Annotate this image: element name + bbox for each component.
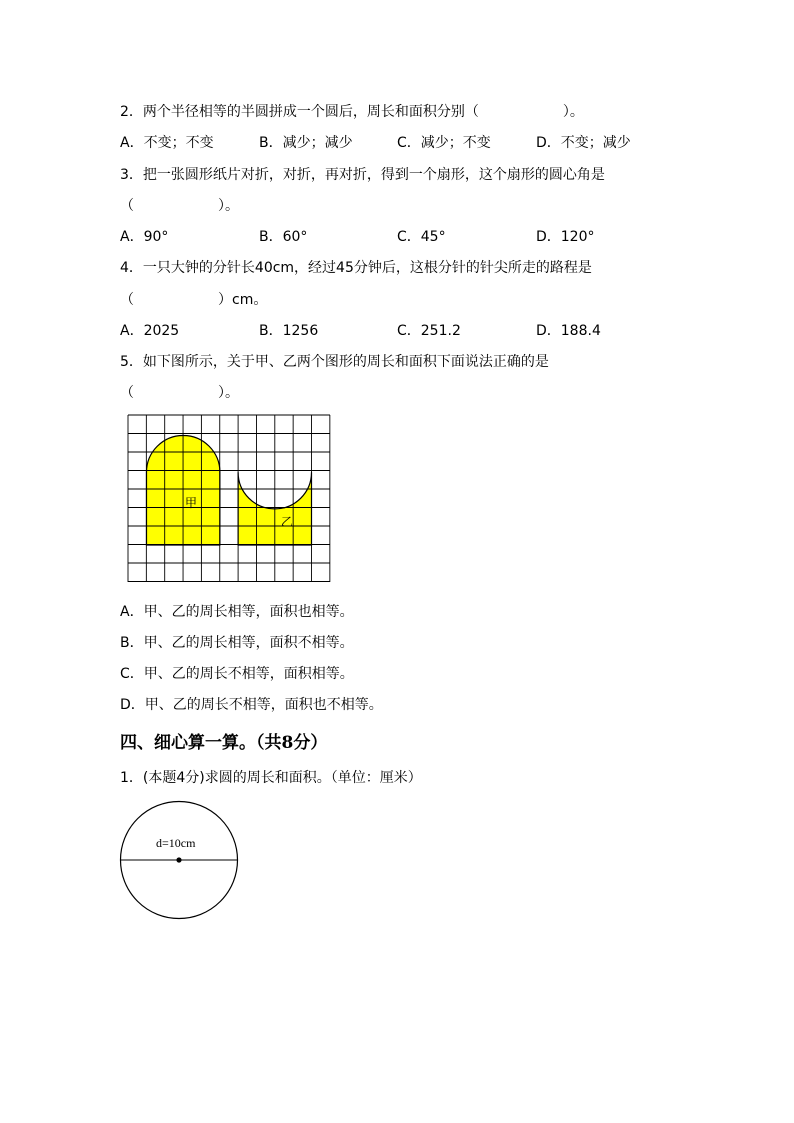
q4-option-c: C．251.2 [397,323,461,339]
q4-option-a: A．2025 [120,323,180,339]
q2-option-a: A．不变；不变 [120,135,214,151]
q2-stem: 2．两个半径相等的半圆拼成一个圆后，周长和面积分别（ ）。 [120,104,584,120]
s4-q1-stem: 1．(本题4分)求圆的周长和面积。（单位：厘米） [120,770,422,786]
q2-option-b: B．减少；减少 [259,135,353,151]
center-dot [176,857,181,862]
label-yi: 乙 [281,515,294,529]
q2-option-c: C．减少；不变 [397,135,491,151]
q5-option-b: B．甲、乙的周长相等，面积不相等。 [120,635,354,651]
diameter-label: d=10cm [156,836,196,850]
q5-option-d: D．甲、乙的周长不相等，面积也不相等。 [120,697,383,713]
q4-option-d: D．188.4 [536,323,601,339]
grid-figure [128,415,334,585]
q3-blank: （ ）。 [120,198,239,214]
section-4-title: 四、细心算一算。（共8分） [120,733,328,753]
q3-stem: 3．把一张圆形纸片对折，对折，再对折，得到一个扇形，这个扇形的圆心角是 [120,167,605,183]
q3-option-a: A．90° [120,229,169,245]
q4-option-b: B．1256 [259,323,319,339]
circle-figure [118,808,242,914]
q5-blank: （ ）。 [120,385,239,401]
q3-option-c: C．45° [397,229,446,245]
q4-blank: （ ）cm。 [120,292,268,308]
q3-option-b: B．60° [259,229,308,245]
q5-option-c: C．甲、乙的周长不相等，面积相等。 [120,666,354,682]
q5-option-a: A．甲、乙的周长相等，面积也相等。 [120,604,354,620]
label-jia: 甲 [185,496,198,510]
q2-option-d: D．不变；减少 [536,135,631,151]
q5-stem: 5．如下图所示，关于甲、乙两个图形的周长和面积下面说法正确的是 [120,354,549,370]
q3-option-d: D．120° [536,229,595,245]
q4-stem: 4．一只大钟的分针长40cm，经过45分钟后，这根分针的针尖所走的路程是 [120,260,592,276]
